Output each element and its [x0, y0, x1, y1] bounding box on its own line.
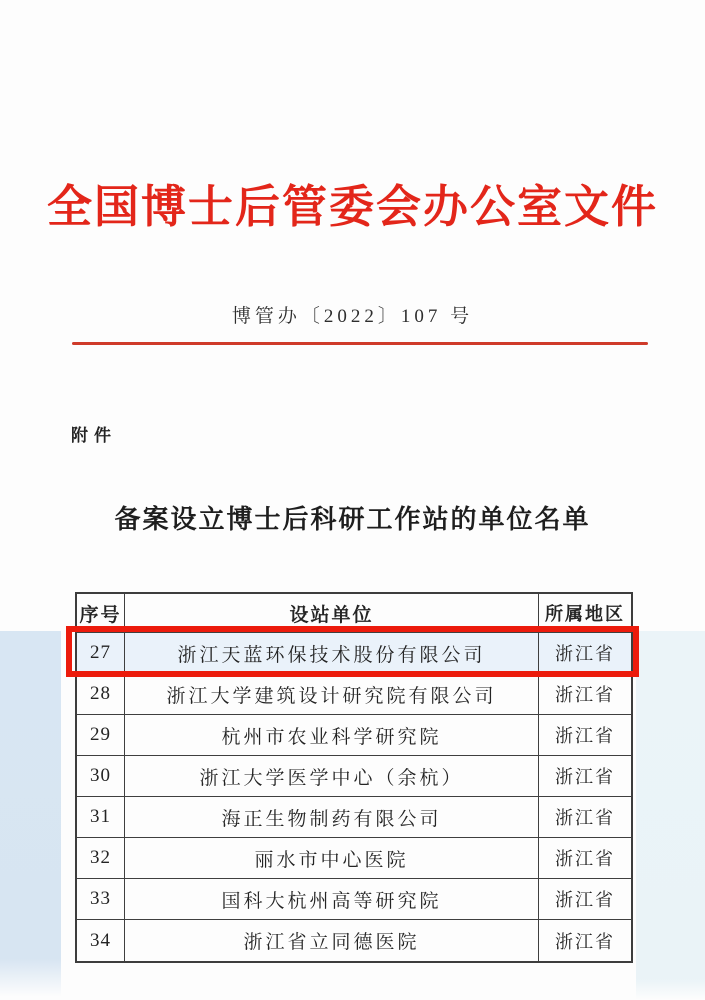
cell-serial-number: 33: [77, 879, 125, 920]
cell-serial-number: 28: [77, 674, 125, 715]
table-header-row: [77, 594, 631, 633]
table-row: [77, 756, 631, 797]
cell-serial-number: 29: [77, 715, 125, 756]
cell-serial-number: 27: [77, 633, 125, 674]
left-highlight-band: [0, 631, 61, 1000]
cell-region: 浙江省: [539, 797, 631, 838]
red-divider-line: [72, 342, 648, 345]
list-title: 备案设立博士后科研工作站的单位名单: [114, 505, 591, 534]
document-title: 全国博士后管委会办公室文件: [46, 182, 658, 232]
cell-region: 浙江省: [539, 674, 631, 715]
table-row: [77, 879, 631, 920]
table-row: [77, 674, 631, 715]
cell-unit-name: 杭州市农业科学研究院: [125, 715, 539, 756]
table-row: [77, 715, 631, 756]
cell-region: 浙江省: [539, 756, 631, 797]
table-body: [77, 633, 631, 961]
attachment-label: 附件: [71, 426, 117, 445]
cell-unit-name: 海正生物制药有限公司: [125, 797, 539, 838]
cell-serial-number: 31: [77, 797, 125, 838]
cell-region: 浙江省: [539, 633, 631, 674]
cell-serial-number: 32: [77, 838, 125, 879]
cell-unit-name: 浙江大学建筑设计研究院有限公司: [125, 674, 539, 715]
cell-region: 浙江省: [539, 879, 631, 920]
cell-region: 浙江省: [555, 931, 615, 952]
cell-unit-name: 浙江省立同德医院: [125, 920, 539, 961]
cell-region: 浙江省: [539, 838, 631, 879]
cell-unit-name: 浙江天蓝环保技术股份有限公司: [125, 633, 539, 674]
header-region: 所属地区: [539, 594, 631, 633]
cell-serial-number: 30: [77, 756, 125, 797]
document-number: 博管办〔2022〕107 号: [231, 306, 474, 327]
units-table: [75, 592, 633, 963]
table-row: [77, 920, 631, 961]
table-row: [77, 797, 631, 838]
cell-unit-name: 国科大杭州高等研究院: [125, 879, 539, 920]
cell-unit-name: 丽水市中心医院: [125, 838, 539, 879]
header-unit-name: 设站单位: [125, 594, 539, 633]
cell-unit-name: 浙江大学医学中心（余杭）: [125, 756, 539, 797]
right-highlight-band: [636, 631, 705, 1000]
cell-serial-number: 34: [77, 920, 125, 961]
table-row: [77, 838, 631, 879]
cell-region: 浙江省: [539, 715, 631, 756]
header-serial-number: 序号: [77, 594, 125, 633]
table-row: [77, 633, 631, 674]
